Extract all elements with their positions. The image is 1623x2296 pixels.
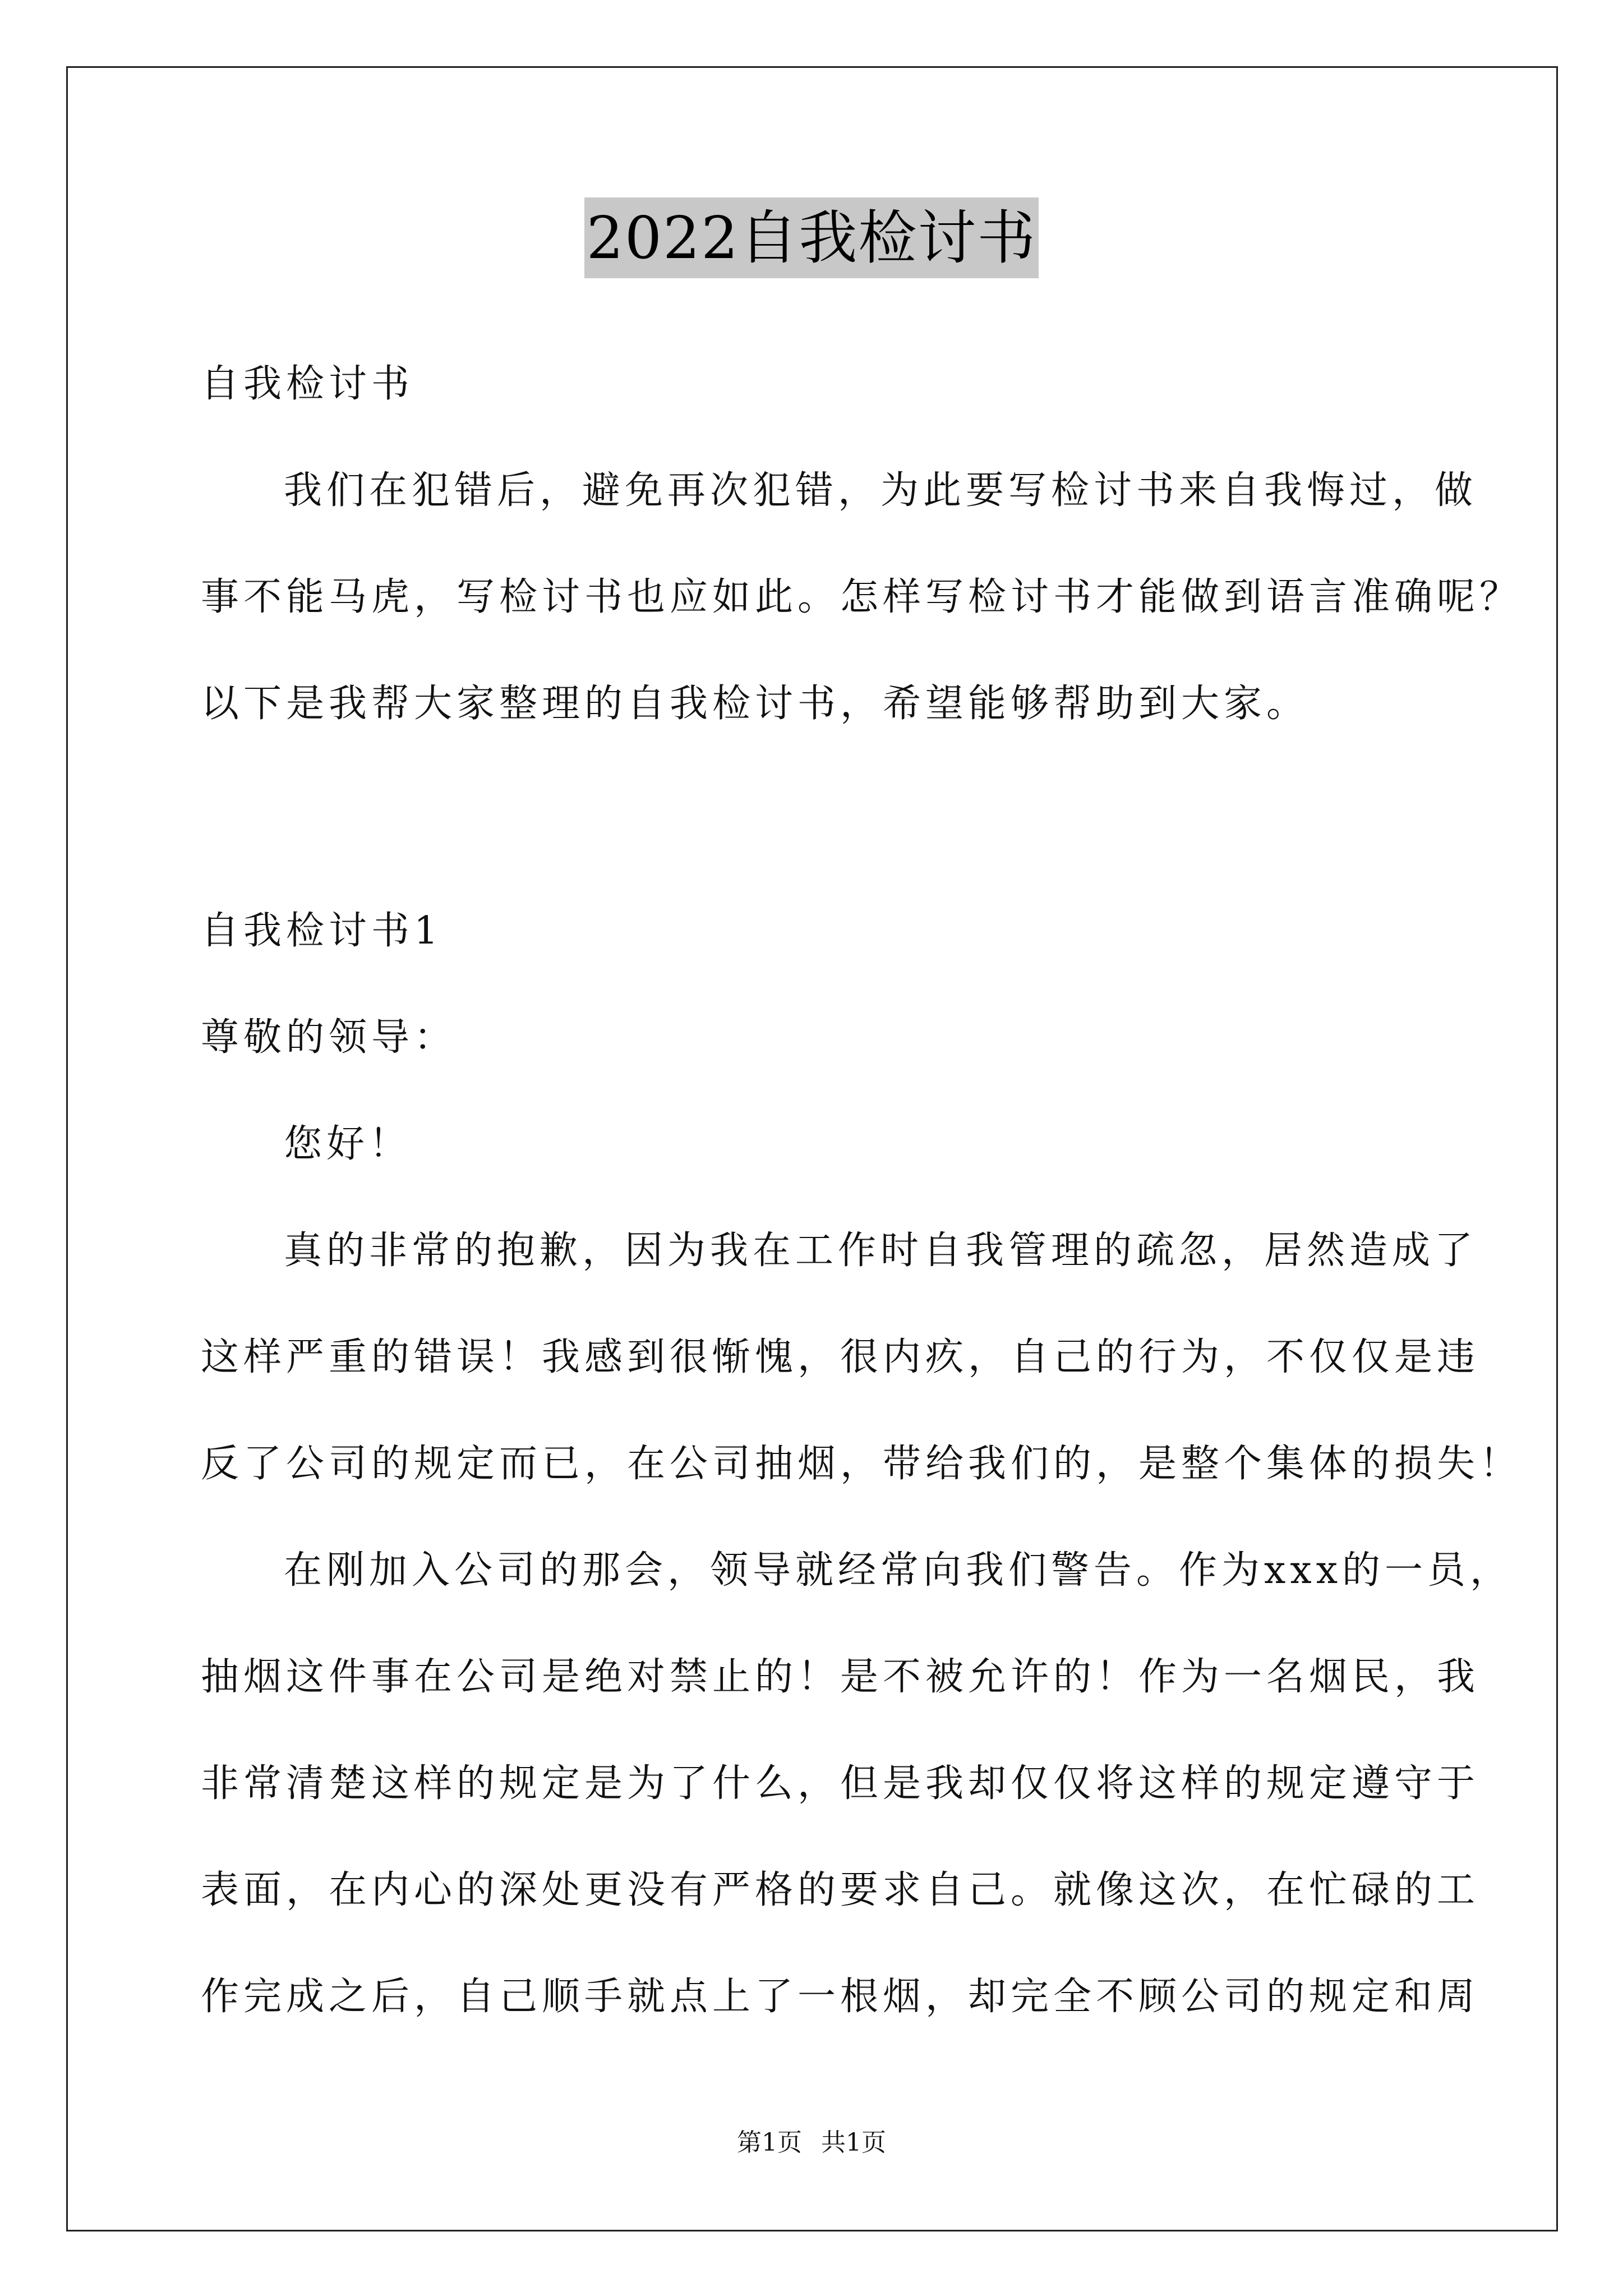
paragraph-line: 抽烟这件事在公司是绝对禁止的！是不被允许的！作为一名烟民，我 — [201, 1655, 1480, 1699]
document-title: 2022自我检讨书 — [584, 197, 1039, 278]
letter-body — [201, 878, 1523, 2050]
paragraph-line: 真的非常的抱歉，因为我在工作时自我管理的疏忽，居然造成了 — [284, 1228, 1478, 1273]
paragraph-line: 以下是我帮大家整理的自我检讨书，希望能够帮助到大家。 — [201, 682, 1310, 726]
page-number: 第1页 — [737, 2128, 802, 2157]
paragraph-line: 这样严重的错误！我感到很惭愧，很内疚，自己的行为，不仅仅是违 — [201, 1335, 1480, 1379]
page-footer — [0, 2126, 1623, 2160]
section-heading: 自我检讨书1 — [201, 909, 443, 953]
title-wrap — [0, 197, 1623, 278]
paragraph-line: 反了公司的规定而已，在公司抽烟，带给我们的，是整个集体的损失！ — [201, 1442, 1523, 1486]
paragraph-line: 表面，在内心的深处更没有严格的要求自己。就像这次，在忙碌的工 — [201, 1868, 1480, 1912]
salutation: 尊敬的领导： — [201, 1015, 457, 1060]
paragraph-line: 事不能马虎，写检讨书也应如此。怎样写检讨书才能做到语言准确呢？ — [201, 575, 1523, 619]
page-total: 共1页 — [821, 2128, 886, 2157]
paragraph-line: 非常清楚这样的规定是为了什么，但是我却仅仅将这样的规定遵守于 — [201, 1761, 1480, 1806]
paragraph-line: 作完成之后，自己顺手就点上了一根烟，却完全不顾公司的规定和周 — [201, 1975, 1480, 2019]
paragraph-line: 在刚加入公司的那会，领导就经常向我们警告。作为xxx的一员， — [284, 1548, 1513, 1593]
document-body — [201, 331, 1523, 757]
greeting: 您好！ — [284, 1122, 412, 1166]
section-heading: 自我检讨书 — [201, 362, 414, 406]
paragraph-line: 我们在犯错后，避免再次犯错，为此要写检讨书来自我悔过，做 — [284, 468, 1478, 513]
